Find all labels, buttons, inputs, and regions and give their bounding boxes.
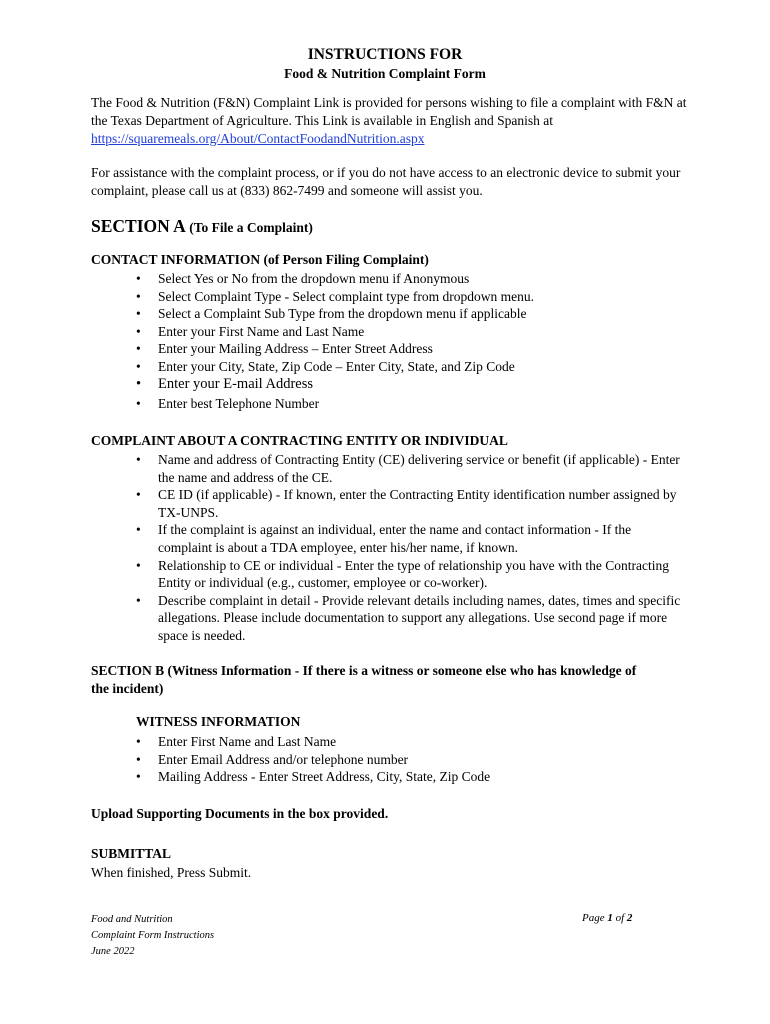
submittal-heading: SUBMITTAL (91, 846, 172, 861)
footer-info (91, 912, 214, 960)
page-prefix: Page (582, 912, 608, 924)
document-subtitle: Food & Nutrition Complaint Form (284, 66, 486, 81)
list-item: • Name and address of Contracting Entity (CE) delivering service or benefit (if applicable) - Enter the name and address of the CE. (136, 451, 686, 486)
list-item: • Enter Email Address and/or telephone number (136, 751, 676, 769)
page-number (582, 912, 632, 924)
list-item: • Relationship to CE or individual - Enter the type of relationship you have with the Contracting Entity or individual (e.g., customer, employee or co-worker). (136, 557, 686, 592)
list-item: • Mailing Address - Enter Street Address, City, State, Zip Code (136, 768, 676, 786)
list-item: • Select Complaint Type - Select complaint type from dropdown menu. (136, 288, 696, 306)
section-a-heading (91, 216, 313, 237)
footer-line-3: June 2022 (91, 946, 135, 957)
list-item: • Select a Complaint Sub Type from the dropdown menu if applicable (136, 305, 696, 323)
section-a-title: SECTION A (91, 216, 185, 236)
list-item: • Describe complaint in detail - Provide relevant details including names, dates, times and specific allegations. Please include documentation to support any allegations. Use second page if more space is needed. (136, 592, 686, 645)
list-item: • Enter First Name and Last Name (136, 733, 676, 751)
list-item: • Enter your E-mail Address (136, 376, 696, 394)
list-item: • Enter your City, State, Zip Code – Enter City, State, and Zip Code (136, 358, 696, 376)
list-item: • Enter your Mailing Address – Enter Street Address (136, 340, 696, 358)
document-title: INSTRUCTIONS FOR (307, 46, 463, 63)
witness-list (136, 733, 676, 786)
list-item: • If the complaint is against an individual, enter the name and contact information - If the complaint is about a TDA employee, enter his/her name, if known. (136, 521, 686, 556)
section-a-note: (To File a Complaint) (189, 220, 313, 235)
list-item: • CE ID (if applicable) - If known, enter the Contracting Entity identification number assigned by TX-UNPS. (136, 486, 686, 521)
intro-text: The Food & Nutrition (F&N) Complaint Link is provided for persons wishing to file a complaint with F&N at the Texas Department of Agriculture. This Link is available in English and Spanish at (91, 95, 687, 128)
intro-paragraph-2: For assistance with the complaint process, or if you do not have access to an electronic device to submit your complaint, please call us at (833) 862-7499 and someone will assist you. (91, 165, 681, 198)
complaint-list (136, 451, 686, 645)
contact-list (136, 270, 696, 413)
squaremeals-link[interactable]: https://squaremeals.org/About/ContactFoodandNutrition.aspx (91, 131, 425, 146)
footer-line-2: Complaint Form Instructions (91, 930, 215, 941)
footer-line-1: Food and Nutrition (91, 914, 173, 925)
list-item: • Enter your First Name and Last Name (136, 323, 696, 341)
list-item: • Enter best Telephone Number (136, 395, 696, 413)
intro-paragraph-1 (91, 94, 691, 148)
section-b-heading: SECTION B (Witness Information - If there is a witness or someone else who has knowledge of the incident) (91, 663, 637, 696)
upload-instruction: Upload Supporting Documents in the box provided. (91, 806, 389, 821)
contact-heading: CONTACT INFORMATION (of Person Filing Complaint) (91, 252, 429, 267)
complaint-heading: COMPLAINT ABOUT A CONTRACTING ENTITY OR INDIVIDUAL (91, 433, 508, 448)
witness-heading: WITNESS INFORMATION (136, 714, 301, 729)
submittal-text: When finished, Press Submit. (91, 865, 252, 880)
page-total: 2 (626, 912, 633, 924)
page-of: of (612, 912, 627, 924)
list-item: • Select Yes or No from the dropdown menu if Anonymous (136, 270, 696, 288)
page-current: 1 (607, 912, 613, 924)
